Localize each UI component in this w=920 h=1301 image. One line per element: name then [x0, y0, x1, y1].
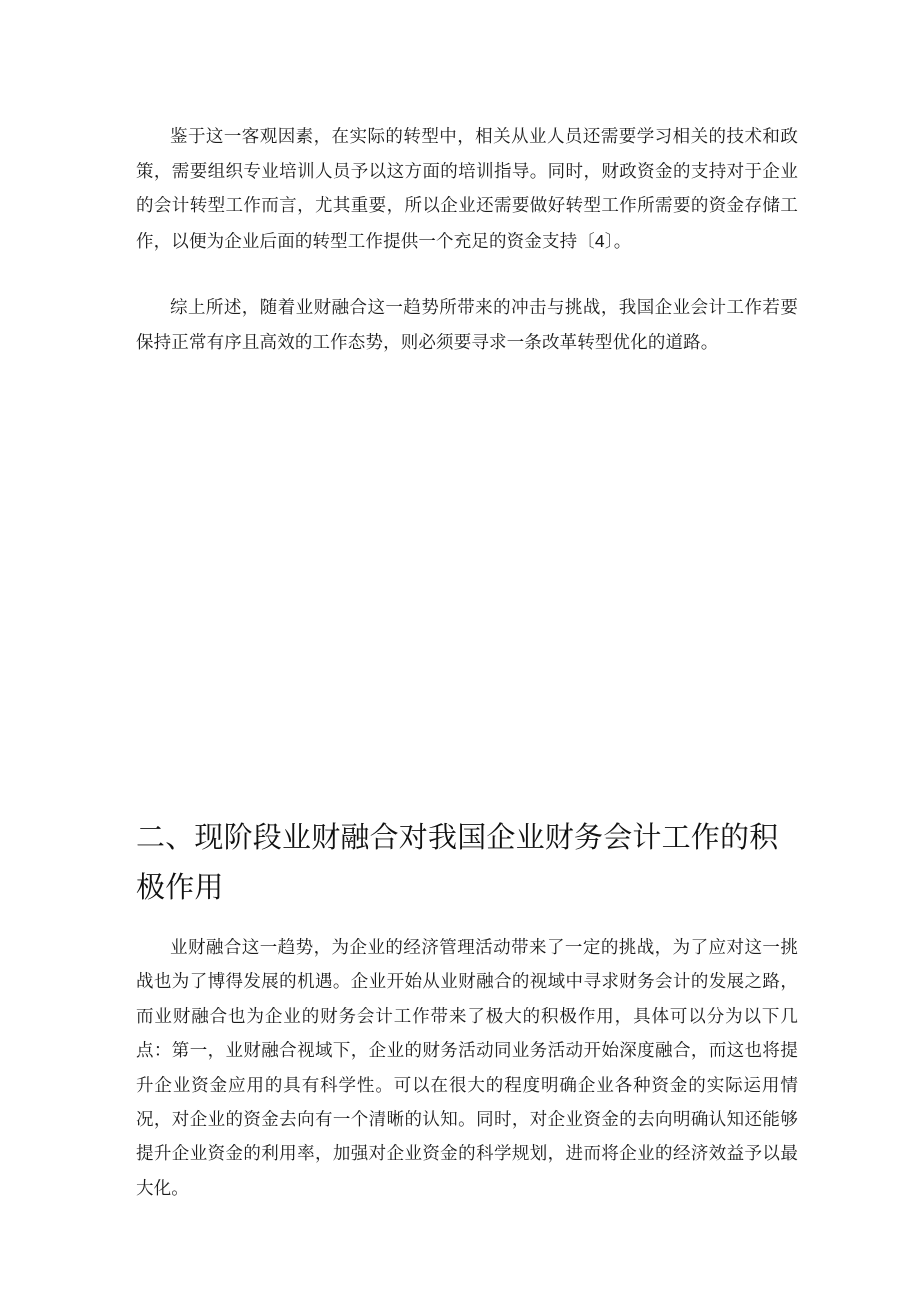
body-paragraph: 综上所述，随着业财融合这一趋势所带来的冲击与挑战，我国企业会计工作若要保持正常有序且高效的工作态势，则必须要寻求一条改革转型优化的道路。: [136, 298, 798, 353]
section-heading: 二、现阶段业财融合对我国企业财务会计工作的积极作用: [136, 820, 779, 904]
paragraph-text: 鉴于这一客观因素，在实际的转型中，相关从业人员还需要学习相关的技术和政策，需要组织专业培训人员予以这方面的培训指导。同时，财政资金的支持对于企业的会计转型工作而言，尤其重要，所以企业还需要做好转型工作所需要的资金存储工作，以便为企业后面的转型工作提供一个充足的资金支持: [136, 127, 798, 253]
paragraph-end: 。: [613, 232, 632, 253]
body-paragraph: 业财融合这一趋势，为企业的经济管理活动带来了一定的挑战，为了应对这一挑战也为了博得发展的机遇。企业开始从业财融合的视域中寻求财务会计的发展之路，而业财融合也为企业的财务会计工作带来了极大的积极作用，具体可以分为以下几点：第一，业财融合视域下，企业的财务活动同业务活动开始深度融合，而这也将提升企业资金应用的具有科学性。可以在很大的程度明确企业各种资金的实际运用情况，对企业的资金去向有一个清晰的认知。同时，对企业资金的去向明确认知还能够提升企业资金的利用率，加强对企业资金的科学规划，进而将企业的经济效益予以最大化。: [136, 938, 798, 1199]
citation-reference: 〔4〕: [577, 231, 614, 252]
body-paragraph: [136, 120, 798, 260]
